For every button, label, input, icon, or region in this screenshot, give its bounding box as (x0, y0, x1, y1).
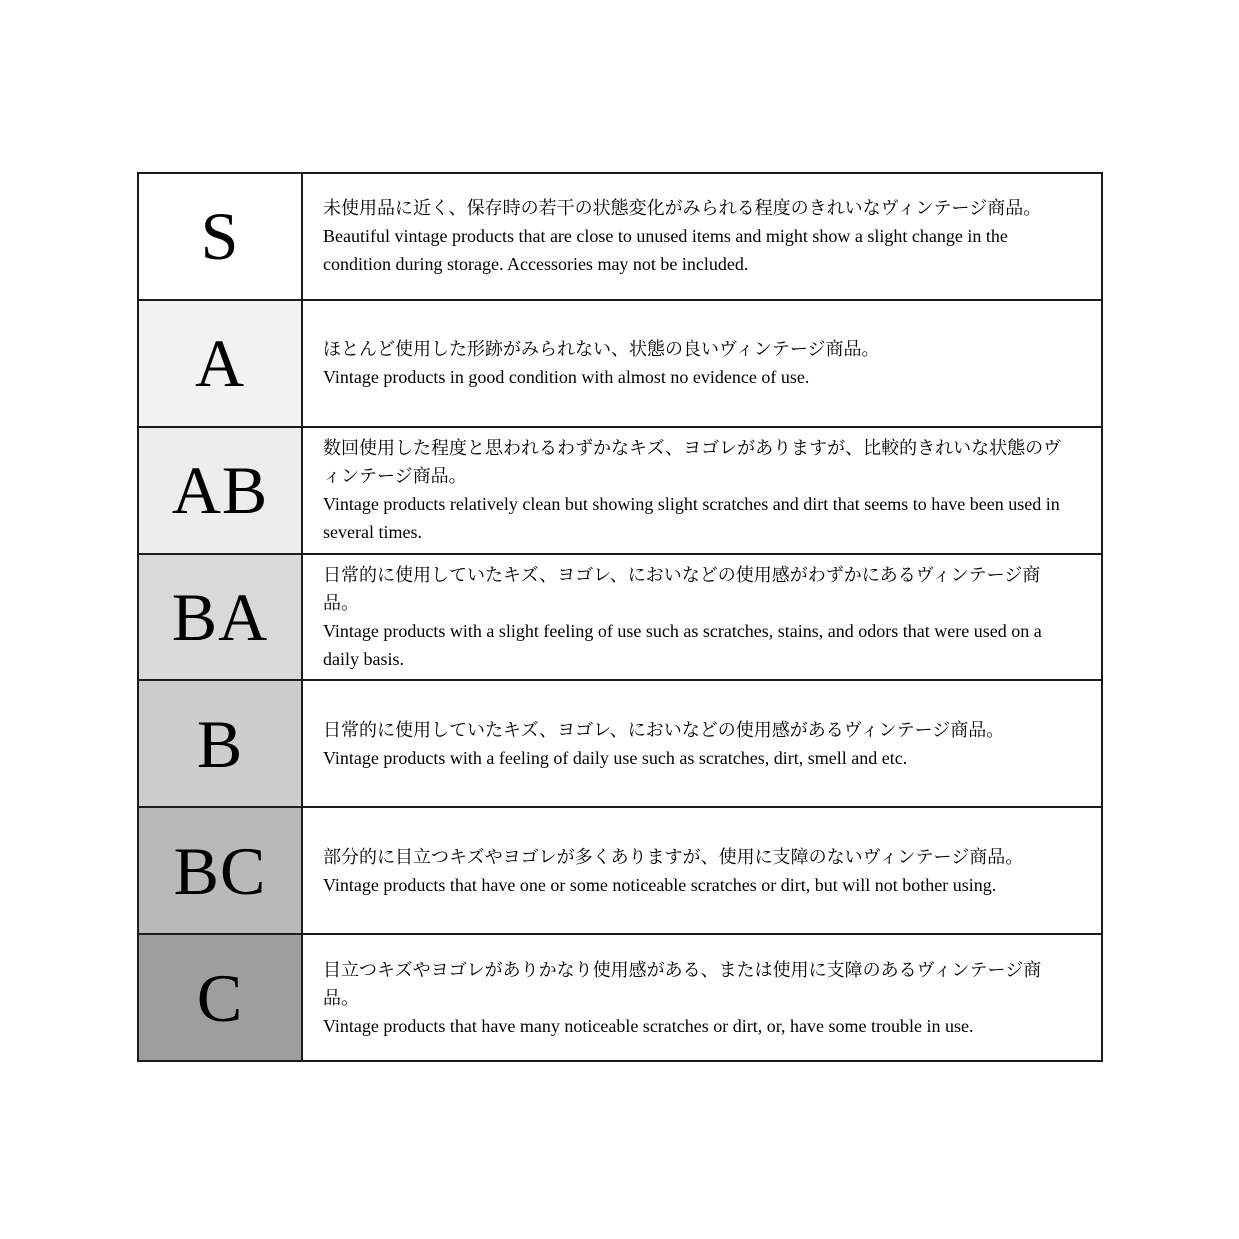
table-row (139, 426, 1101, 553)
table-row (139, 174, 1101, 299)
description-english: Vintage products with a slight feeling of use such as scratches, stains, and odors that were used on a daily basis. (323, 621, 1042, 670)
table-row (139, 679, 1101, 806)
grade-letter: BC (173, 832, 267, 909)
grade-letter: A (194, 325, 246, 402)
description-cell (303, 301, 1101, 426)
description-english: Vintage products in good condition with almost no evidence of use. (323, 367, 810, 388)
description-japanese: 目立つキズやヨゴレがありかなり使用感がある、または使用に支障のあるヴィンテージ商品。 (323, 959, 1042, 1008)
table-row (139, 806, 1101, 933)
description-cell (303, 555, 1101, 680)
table-row (139, 553, 1101, 680)
grade-letter: B (196, 705, 244, 782)
description-japanese: 数回使用した程度と思われるわずかなキズ、ヨゴレがありますが、比較的きれいな状態のヴィンテージ商品。 (323, 438, 1062, 487)
description-english: Vintage products relatively clean but showing slight scratches and dirt that seems to have been used in several times. (323, 494, 1060, 543)
description-japanese: 未使用品に近く、保存時の若干の状態変化がみられる程度のきれいなヴィンテージ商品。 (323, 198, 1042, 219)
description-cell (303, 935, 1101, 1060)
description-english: Beautiful vintage products that are close to unused items and might show a slight change in the condition during storage. Accessories may not be included. (323, 226, 1008, 275)
description-english: Vintage products with a feeling of daily use such as scratches, dirt, smell and etc. (323, 747, 908, 768)
grade-cell (139, 174, 303, 299)
condition-grade-table (137, 172, 1103, 1062)
description-japanese: 部分的に目立つキズやヨゴレが多くありますが、使用に支障のないヴィンテージ商品。 (323, 846, 1024, 867)
grade-cell (139, 428, 303, 553)
table-row (139, 299, 1101, 426)
grade-cell (139, 681, 303, 806)
description-japanese: 日常的に使用していたキズ、ヨゴレ、においなどの使用感がわずかにあるヴィンテージ商品。 (323, 565, 1041, 614)
description-english: Vintage products that have many noticeable scratches or dirt, or, have some trouble in use. (323, 1015, 974, 1036)
table-row (139, 933, 1101, 1060)
grade-letter: BA (171, 579, 269, 655)
grade-cell (139, 301, 303, 426)
description-english: Vintage products that have one or some noticeable scratches or dirt, but will not bother using. (323, 874, 997, 895)
grade-cell (139, 808, 303, 933)
grade-cell (139, 935, 303, 1060)
description-cell (303, 808, 1101, 933)
description-cell (303, 174, 1101, 299)
description-japanese: ほとんど使用した形跡がみられない、状態の良いヴィンテージ商品。 (323, 339, 880, 360)
description-japanese: 日常的に使用していたキズ、ヨゴレ、においなどの使用感があるヴィンテージ商品。 (323, 719, 1005, 740)
description-cell (303, 681, 1101, 806)
grade-letter: C (196, 959, 244, 1036)
grade-letter: AB (171, 452, 269, 529)
grade-letter: S (200, 198, 240, 275)
grade-cell (139, 555, 303, 680)
description-cell (303, 428, 1101, 553)
